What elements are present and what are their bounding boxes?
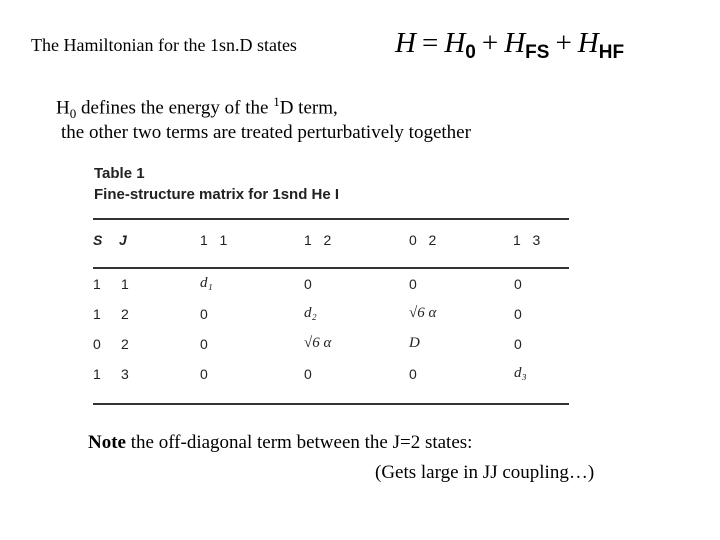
header-col-2: 1 2	[304, 232, 332, 248]
header-J: J	[119, 232, 127, 248]
row-4-cell-1: 0	[200, 366, 208, 382]
h0-symbol: H	[56, 97, 70, 119]
row-4-S: 1	[93, 366, 101, 382]
row-3-cell-4: 0	[514, 336, 522, 352]
fine-structure-table	[93, 218, 569, 408]
row-3-cell-3: D	[409, 335, 420, 351]
header-col-1: 1 1	[200, 232, 228, 248]
header-col-4: 1 3	[513, 232, 541, 248]
formula-plus: +	[481, 27, 499, 59]
h0-text: defines the energy of the	[76, 97, 274, 119]
row-4-cell-3: 0	[409, 366, 417, 382]
row-1-cell-3: 0	[409, 276, 417, 292]
table-caption	[94, 163, 339, 205]
term-superscript: 1	[273, 94, 280, 109]
intro-text: The Hamiltonian for the 1sn.D states	[31, 35, 297, 55]
note-line	[88, 432, 472, 454]
row-2-cell-3: √6 α	[409, 305, 437, 321]
row-2-S: 1	[93, 306, 101, 322]
table-top-rule	[93, 218, 569, 220]
row-3-cell-2: √6 α	[304, 335, 332, 351]
row-4-cell-4: d₃	[514, 365, 527, 381]
formula-equals: =	[421, 27, 439, 59]
row-1-cell-1: d₁	[200, 275, 213, 291]
row-4-J: 3	[121, 366, 129, 382]
row-1-J: 1	[121, 276, 129, 292]
hamiltonian-formula	[395, 27, 624, 64]
formula-H: H	[395, 27, 416, 59]
formula-H0-subscript: 0	[465, 42, 476, 63]
row-2-cell-4: 0	[514, 306, 522, 322]
row-1-cell-4: 0	[514, 276, 522, 292]
h0-term-text: D term,	[279, 97, 338, 119]
note-jj-coupling: (Gets large in JJ coupling…)	[375, 462, 595, 483]
h0-description	[56, 94, 338, 122]
formula-H0: H	[444, 27, 466, 59]
header-col-3: 0 2	[409, 232, 437, 248]
formula-Hfs: H	[504, 27, 526, 59]
row-2-cell-1: 0	[200, 306, 208, 322]
row-1-cell-2: 0	[304, 276, 312, 292]
row-3-S: 0	[93, 336, 101, 352]
note-text: the off-diagonal term between the J=2 states:	[125, 432, 473, 453]
formula-plus: +	[555, 27, 572, 59]
table-bottom-rule	[93, 403, 569, 405]
table-header-rule	[93, 267, 569, 269]
row-2-J: 2	[121, 306, 129, 322]
formula-Hfs-subscript: FS	[525, 42, 550, 63]
h0-subscript: 0	[69, 106, 77, 122]
table-subtitle: Fine-structure matrix for 1snd He I	[94, 186, 340, 203]
formula-Hhf: H	[577, 27, 599, 59]
row-2-cell-2: d₂	[304, 305, 317, 321]
row-4-cell-2: 0	[304, 366, 312, 382]
note-label: Note	[88, 432, 126, 453]
perturbation-description: the other two terms are treated perturbatively together	[61, 122, 471, 143]
row-3-cell-1: 0	[200, 336, 208, 352]
table-title: Table 1	[94, 165, 145, 182]
header-S: S	[93, 232, 103, 248]
row-3-J: 2	[121, 336, 129, 352]
row-1-S: 1	[93, 276, 101, 292]
formula-Hhf-subscript: HF	[598, 42, 625, 63]
